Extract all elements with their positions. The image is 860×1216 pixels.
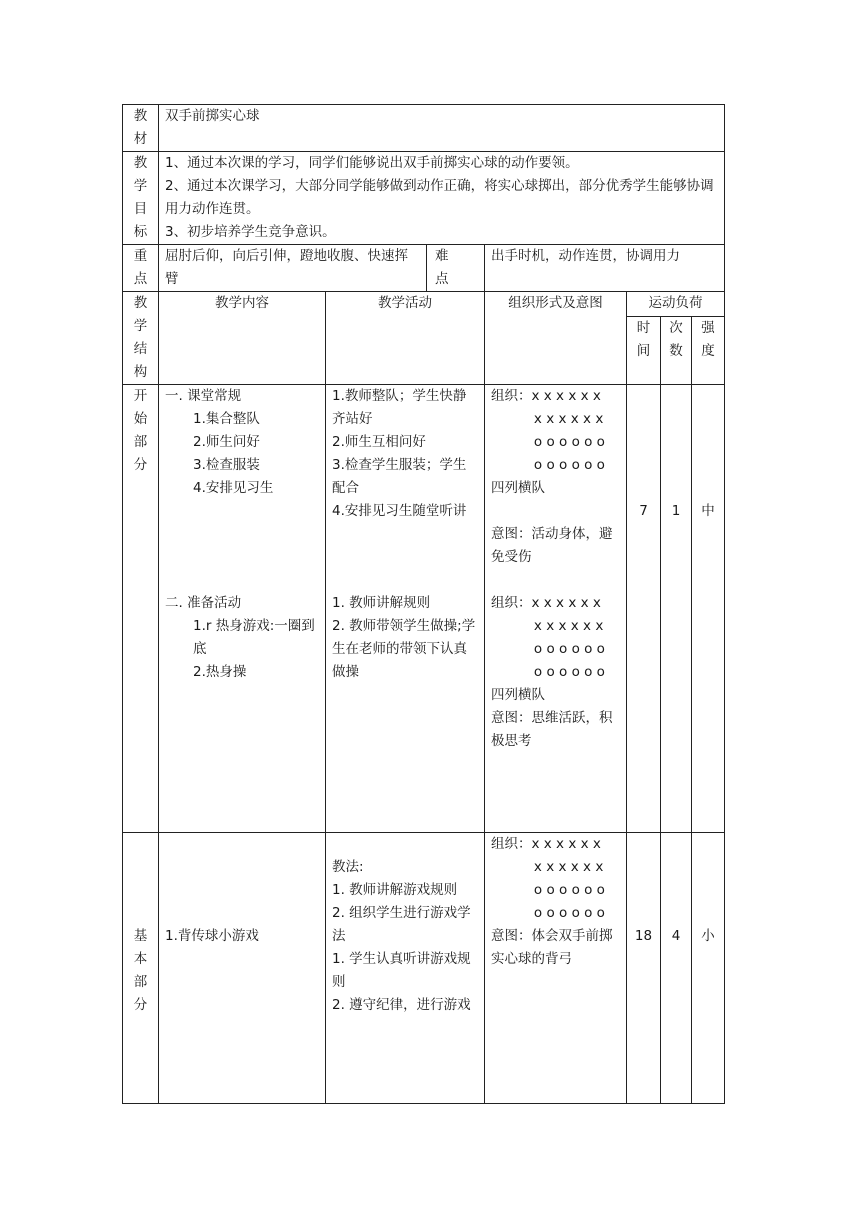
header-activity: 教学活动: [326, 292, 485, 385]
header-time: 时 间: [627, 316, 661, 384]
objectives-row: [123, 152, 725, 245]
difficulty-label: 难 点: [427, 245, 485, 292]
objective-item-1: 1、通过本次课的学习，同学们能够说出双手前掷实心球的动作要领。: [165, 155, 579, 171]
start-activity-a: 1.教师整队；学生快静齐站好 2.师生互相问好 3.检查学生服装；学生配合 4.安排见习生随堂听讲: [332, 388, 467, 519]
start-activity-b: 1. 教师讲解规则 2. 教师带领学生做操;学生在老师的带领下认真做操: [332, 595, 476, 680]
start-label: 开 始 部 分: [123, 385, 159, 833]
start-content-b-item-2: 2.热身操: [193, 664, 247, 680]
start-content-a-title: 一. 课堂常规: [165, 388, 242, 404]
basic-organization: 组织：x x x x x x x x x x x x o o o o o o o o o o o o 意图：体会双手前掷实心球的背弓: [485, 833, 627, 1104]
lesson-plan-table: [122, 104, 725, 1104]
header-intensity: 强 度: [692, 316, 725, 384]
start-intensity: 中: [701, 503, 715, 519]
start-count-cell: [661, 385, 692, 833]
start-org-a: 组织：x x x x x x x x x x x x o o o o o o o o o o o o 四列横队 意图：活动身体，避免受伤: [491, 388, 613, 565]
basic-content: 1.背传球小游戏: [159, 833, 326, 1104]
basic-intensity: 小: [692, 833, 725, 1104]
start-content-b-title: 二. 准备活动: [165, 595, 242, 611]
keypoints-value: 屈肘后仰，向后引伸，蹬地收腹、快速挥臂: [159, 245, 427, 292]
objective-item-2: 2、通过本次课学习，大部分同学能够做到动作正确，将实心球掷出，部分优秀学生能够协调用力动作连贯。: [165, 178, 714, 217]
keypoints-row: [123, 245, 725, 292]
header-count: 次 数: [661, 316, 692, 384]
keypoints-label: 重 点: [123, 245, 159, 292]
material-label: 教 材: [123, 105, 159, 152]
basic-time: 18: [627, 833, 661, 1104]
objectives-list: [159, 152, 725, 245]
start-org-b: 组织：x x x x x x x x x x x x o o o o o o o o o o o o 四列横队 意图：思维活跃，积极思考: [491, 595, 613, 749]
start-content-a-item-1: 1.集合整队: [193, 411, 260, 427]
basic-label: 基 本 部 分: [123, 833, 159, 1104]
basic-count: 4: [661, 833, 692, 1104]
start-content-b-item-1: 1.r 热身游戏:一圈到底: [193, 618, 315, 657]
start-count: 1: [671, 503, 681, 519]
structure-label: 教 学 结 构: [123, 292, 159, 385]
basic-activity: 教法: 1. 教师讲解游戏规则 2. 组织学生进行游戏学法 1. 学生认真听讲游戏规则 2. 遵守纪律，进行游戏: [326, 833, 485, 1104]
material-value: 双手前掷实心球: [159, 105, 725, 152]
start-content-a-item-3: 3.检查服装: [193, 457, 260, 473]
start-time: 7: [639, 503, 648, 519]
start-intensity-cell: [692, 385, 725, 833]
difficulty-value: 出手时机，动作连贯，协调用力: [485, 245, 725, 292]
objective-item-3: 3、初步培养学生竞争意识。: [165, 224, 336, 240]
start-activity: [326, 385, 485, 833]
start-content-a-item-2: 2.师生问好: [193, 434, 260, 450]
basic-section-row: [123, 833, 725, 1104]
material-row: [123, 105, 725, 152]
header-organization: 组织形式及意图: [485, 292, 627, 385]
start-content: [159, 385, 326, 833]
start-content-a-item-4: 4.安排见习生: [193, 480, 274, 496]
start-organization: [485, 385, 627, 833]
start-time-cell: [627, 385, 661, 833]
header-content: 教学内容: [159, 292, 326, 385]
start-section-row: [123, 385, 725, 833]
objectives-label: 教 学 目 标: [123, 152, 159, 245]
header-load: 运动负荷: [627, 292, 725, 317]
structure-header-row: [123, 292, 725, 317]
